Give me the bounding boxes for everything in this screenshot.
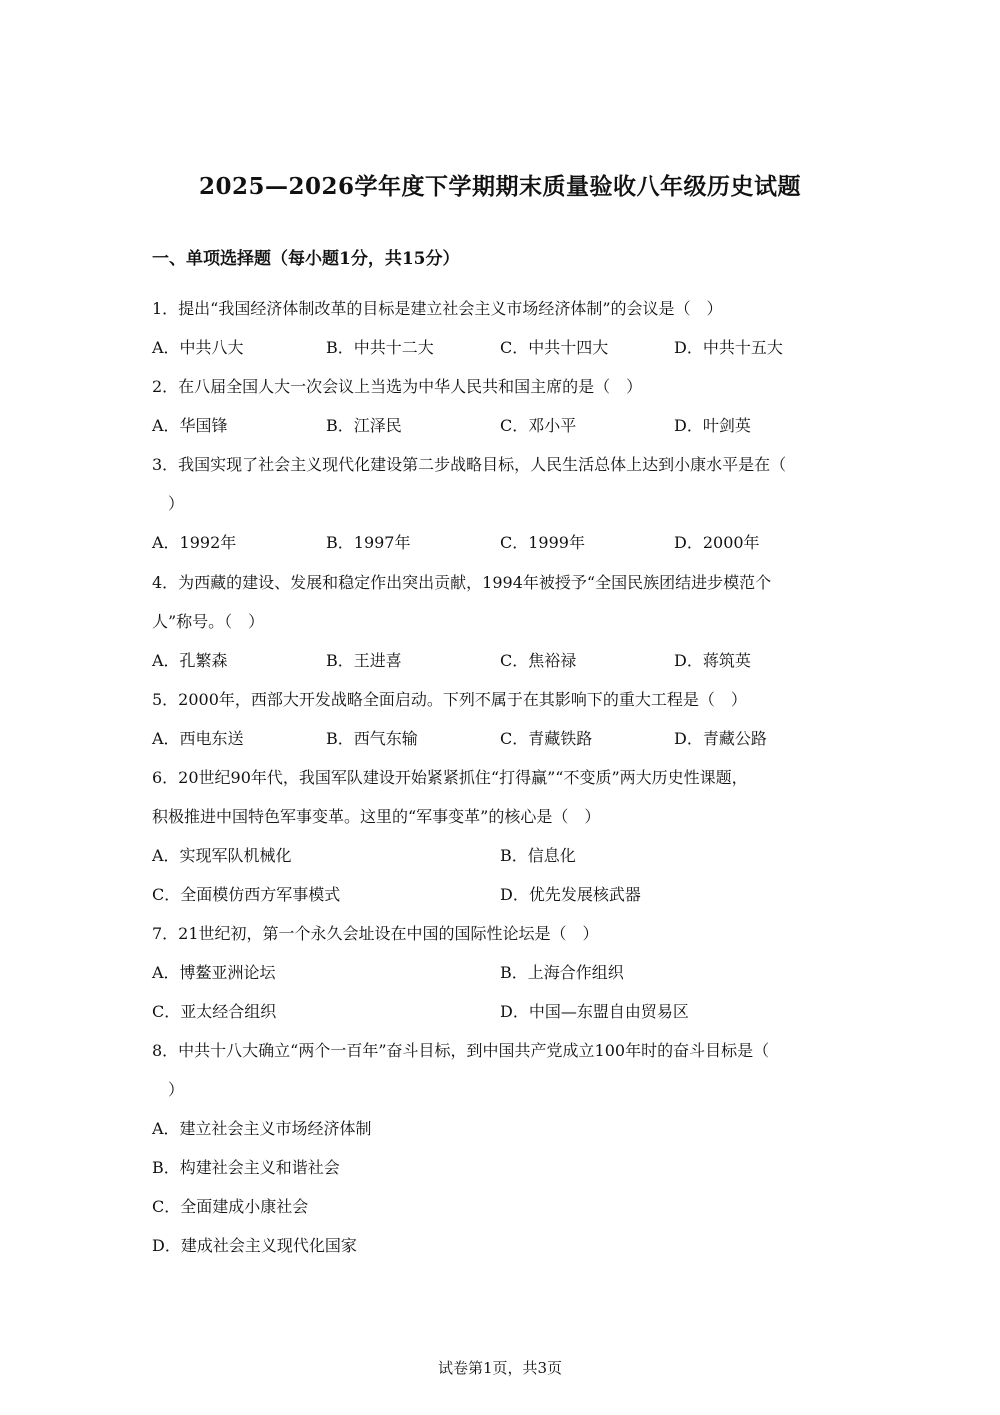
question-6-stem-line-1: 6．20世纪90年代，我国军队建设开始紧紧抓住“打得赢”“不变质”两大历史性课题，	[152, 768, 748, 787]
question-6-options-row-2	[152, 884, 852, 906]
question-3-stem-line-2: ）	[152, 494, 185, 513]
question-2-options	[152, 415, 852, 437]
option-a: A．华国锋	[152, 416, 228, 435]
option-c: C．焦裕禄	[500, 651, 577, 670]
option-c: C．全面模仿西方军事模式	[152, 885, 341, 904]
option-c: C．中共十四大	[500, 338, 609, 357]
option-d: D．蒋筑英	[674, 651, 751, 670]
option-d: D．中共十五大	[674, 338, 783, 357]
option-d: D．叶剑英	[674, 416, 751, 435]
option-d: D．青藏公路	[674, 729, 767, 748]
option-a: A．实现军队机械化	[152, 846, 292, 865]
question-4-options	[152, 650, 852, 672]
option-c: C．1999年	[500, 533, 585, 552]
question-7-options-row-2	[152, 1001, 852, 1023]
option-a: A．博鳌亚洲论坛	[152, 963, 276, 982]
question-7-stem: 7．21世纪初，第一个永久会址设在中国的国际性论坛是（ ）	[152, 924, 599, 943]
option-b: B．中共十二大	[326, 338, 434, 357]
question-1-stem: 1．提出“我国经济体制改革的目标是建立社会主义市场经济体制”的会议是（ ）	[152, 299, 723, 318]
option-a: A．西电东送	[152, 729, 244, 748]
option-b: B．王进喜	[326, 651, 402, 670]
option-a: A．中共八大	[152, 338, 244, 357]
option-c: C．亚太经合组织	[152, 1002, 277, 1021]
option-d: D．2000年	[674, 533, 760, 552]
option-c: C．邓小平	[500, 416, 577, 435]
question-8-stem-line-2: ）	[152, 1080, 185, 1099]
section-heading: 一、单项选择题（每小题1分，共15分）	[152, 249, 460, 269]
question-6-options-row-1	[152, 845, 852, 867]
option-a: A．孔繁森	[152, 651, 228, 670]
question-8-option-d: D．建成社会主义现代化国家	[152, 1236, 357, 1255]
question-2-stem: 2．在八届全国人大一次会议上当选为中华人民共和国主席的是（ ）	[152, 377, 643, 396]
option-c: C．青藏铁路	[500, 729, 593, 748]
question-4-stem-line-1: 4．为西藏的建设、发展和稳定作出突出贡献，1994年被授予“全国民族团结进步模范个	[152, 573, 772, 592]
question-8-option-a: A．建立社会主义市场经济体制	[152, 1119, 372, 1138]
question-7-options-row-1	[152, 962, 852, 984]
option-d: D．优先发展核武器	[500, 885, 641, 904]
option-b: B．江泽民	[326, 416, 402, 435]
question-8-stem-line-1: 8．中共十八大确立“两个一百年”奋斗目标，到中国共产党成立100年时的奋斗目标是（	[152, 1041, 770, 1060]
question-1-options	[152, 337, 852, 359]
question-6-stem-line-2: 积极推进中国特色军事变革。这里的“军事变革”的核心是（ ）	[152, 807, 601, 826]
question-8-option-b: B．构建社会主义和谐社会	[152, 1158, 340, 1177]
question-4-stem-line-2: 人”称号。（ ）	[152, 612, 265, 631]
exam-title: 2025—2026学年度下学期期末质量验收八年级历史试题	[198, 173, 802, 200]
option-a: A．1992年	[152, 533, 237, 552]
question-5-stem: 5．2000年，西部大开发战略全面启动。下列不属于在其影响下的重大工程是（ ）	[152, 690, 747, 709]
page-footer: 试卷第1页，共3页	[437, 1359, 563, 1377]
question-3-stem-line-1: 3．我国实现了社会主义现代化建设第二步战略目标，人民生活总体上达到小康水平是在（	[152, 455, 787, 474]
question-3-options	[152, 532, 852, 554]
question-8-option-c: C．全面建成小康社会	[152, 1197, 309, 1216]
option-b: B．信息化	[500, 846, 576, 865]
question-5-options	[152, 728, 852, 750]
option-b: B．1997年	[326, 533, 411, 552]
option-d: D．中国—东盟自由贸易区	[500, 1002, 689, 1021]
option-b: B．上海合作组织	[500, 963, 624, 982]
option-b: B．西气东输	[326, 729, 418, 748]
